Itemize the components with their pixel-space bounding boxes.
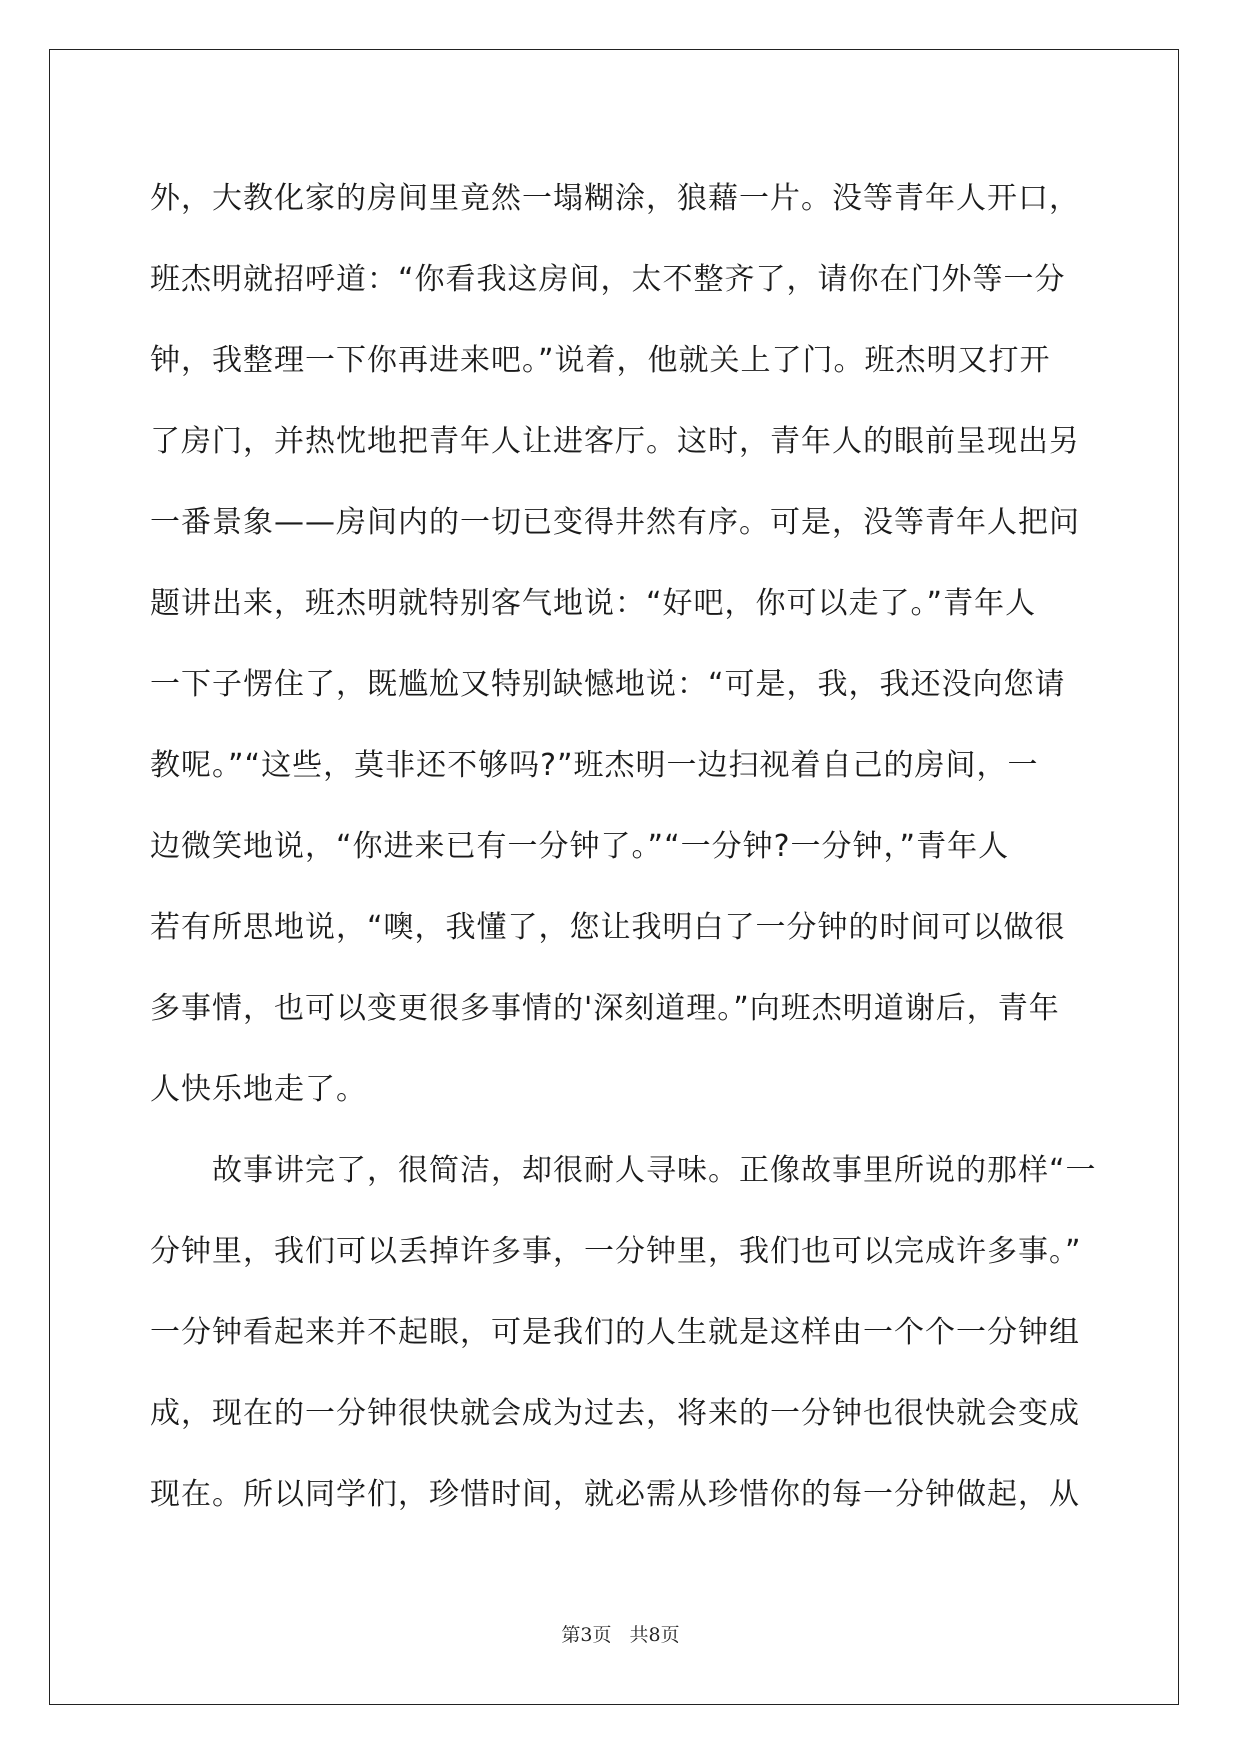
text-line: 了房门，并热忱地把青年人让进客厅。这时，青年人的眼前呈现出另 <box>150 424 1080 459</box>
text-line: 多事情，也可以变更很多事情的'深刻道理。”向班杰明道谢后，青年 <box>150 991 1060 1026</box>
text-line: 题讲出来，班杰明就特别客气地说：“好吧，你可以走了。”青年人 <box>150 586 1037 621</box>
text-line: 现在。所以同学们，珍惜时间，就必需从珍惜你的每一分钟做起，从 <box>150 1477 1080 1512</box>
page-footer <box>0 1620 1241 1647</box>
text-line: 班杰明就招呼道：“你看我这房间，太不整齐了，请你在门外等一分 <box>150 262 1066 297</box>
text-line: 一番景象——房间内的一切已变得井然有序。可是，没等青年人把问 <box>150 505 1080 540</box>
page-total: 共8页 <box>629 1624 680 1646</box>
text-line: 钟，我整理一下你再进来吧。”说着，他就关上了门。班杰明又打开 <box>150 343 1051 378</box>
text-line: 一下子愣住了，既尴尬又特别缺憾地说：“可是，我，我还没向您请 <box>150 667 1066 702</box>
text-line: 一分钟看起来并不起眼，可是我们的人生就是这样由一个个一分钟组 <box>150 1315 1080 1350</box>
text-line: 故事讲完了，很简洁，却很耐人寻味。正像故事里所说的那样“一 <box>150 1153 1097 1188</box>
text-line: 成，现在的一分钟很快就会成为过去，将来的一分钟也很快就会变成 <box>150 1396 1080 1431</box>
document-body <box>150 158 1100 1535</box>
text-line: 人快乐地走了。 <box>150 1072 367 1107</box>
text-line: 边微笑地说，“你进来已有一分钟了。”“一分钟?一分钟，”青年人 <box>150 829 1010 864</box>
text-line: 分钟里，我们可以丢掉许多事，一分钟里，我们也可以完成许多事。” <box>150 1234 1082 1269</box>
text-line: 教呢。”“这些，莫非还不够吗?”班杰明一边扫视着自己的房间，一 <box>150 748 1039 783</box>
text-line: 若有所思地说，“噢，我懂了，您让我明白了一分钟的时间可以做很 <box>150 910 1066 945</box>
text-line: 外，大教化家的房间里竟然一塌糊涂，狼藉一片。没等青年人开口， <box>150 181 1080 216</box>
page-number: 第3页 <box>561 1624 612 1646</box>
